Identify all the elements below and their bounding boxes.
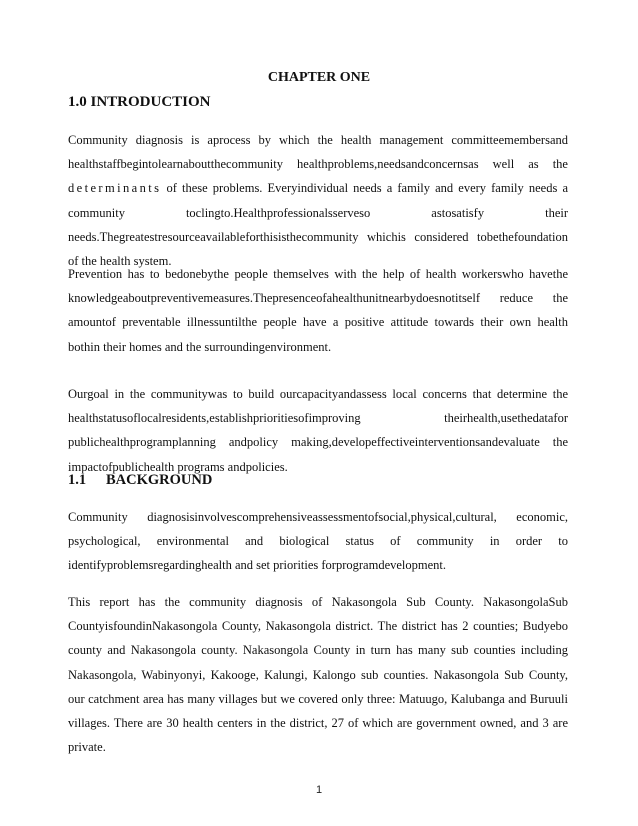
chapter-title-text: CHAPTER ONE (267, 70, 371, 85)
chapter-title (0, 70, 638, 86)
paragraph-line: healthstaffbegintolearnaboutthecommunity healthproblems,needsandconcernsas well as the (68, 157, 568, 172)
intro-paragraph-2 (68, 262, 568, 359)
line-remainder: of these problems. Everyindividual needs a family and every family needs a (166, 181, 568, 196)
paragraph-line: Nakasongola, Wabinyonyi, Kakooge, Kalungi, Kalongo sub counties. Nakasongola Sub County, (68, 667, 568, 682)
paragraph-line: bothin their homes and the surroundingenvironment. (68, 339, 332, 354)
intro-paragraph-3 (68, 382, 568, 479)
page-number: 1 (315, 784, 323, 796)
paragraph-line: amountof preventable illnessuntilthe people have a positive attitude towards their own health (68, 315, 568, 330)
paragraph-line: Prevention has to bedonebythe people themselves with the help of health workerswho havethe (68, 267, 568, 281)
paragraph-line-with-spaced-word (68, 176, 568, 200)
paragraph-line: of the health system. (68, 253, 172, 268)
paragraph-line: needs.Thegreatestresourceavailableforthisisthecommunity whichis considered tobethefoundation (68, 229, 568, 244)
intro-paragraph-1 (68, 128, 568, 273)
paragraph-line: villages. There are 30 health centers in the district, 27 of which are government owned, and 3 are (68, 715, 568, 730)
paragraph-line: CountyisfoundinNakasongola County, Nakasongola district. The district has 2 counties; Budyebo (68, 619, 568, 634)
paragraph-line: identifyproblemsregardinghealth and set priorities forprogramdevelopment. (68, 558, 447, 573)
paragraph-line: psychological, environmental and biological status of community in order to (68, 534, 568, 549)
spaced-word: determinants (68, 181, 162, 196)
paragraph-line: healthstatusoflocalresidents,establishprioritiesofimproving theirhealth,usethedatafor (68, 411, 568, 426)
background-paragraph-2 (68, 590, 568, 759)
paragraph-line: impactofpublichealth programs andpolicies. (68, 459, 288, 474)
section-number: 1.1 (68, 472, 87, 488)
paragraph-line: private. (68, 740, 106, 755)
paragraph-line: Community diagnosis is aprocess by which the health management committeemembersand (68, 133, 568, 147)
paragraph-line: county and Nakasongola county. Nakasongola County in turn has many sub counties including (68, 643, 568, 658)
paragraph-line: This report has the community diagnosis of Nakasongola Sub County. NakasongolaSub (68, 595, 568, 609)
section-title: BACKGROUND (106, 472, 213, 488)
paragraph-line: our catchment area has many villages but we covered only three: Matuugo, Kalubanga and Buruuli (68, 691, 568, 706)
paragraph-line: knowledgeaboutpreventivemeasures.Thepresenceofahealthunitnearbydoesnotitself reduce the (68, 291, 568, 306)
section-heading-background (68, 472, 212, 489)
paragraph-line: Community diagnosisinvolvescomprehensiveassessmentofsocial,physical,cultural, economic, (68, 510, 568, 524)
paragraph-line: community toclingto.Healthprofessionalsserveso astosatisfy their (68, 205, 568, 220)
section-heading-introduction: 1.0 INTRODUCTION (68, 94, 211, 110)
background-paragraph-1 (68, 505, 568, 578)
paragraph-line: publichealthprogramplanning andpolicy making,developeffectiveinterventionsandevaluate the (68, 435, 568, 450)
paragraph-line: Ourgoal in the communitywas to build ourcapacityandassess local concerns that determine the (68, 387, 568, 401)
